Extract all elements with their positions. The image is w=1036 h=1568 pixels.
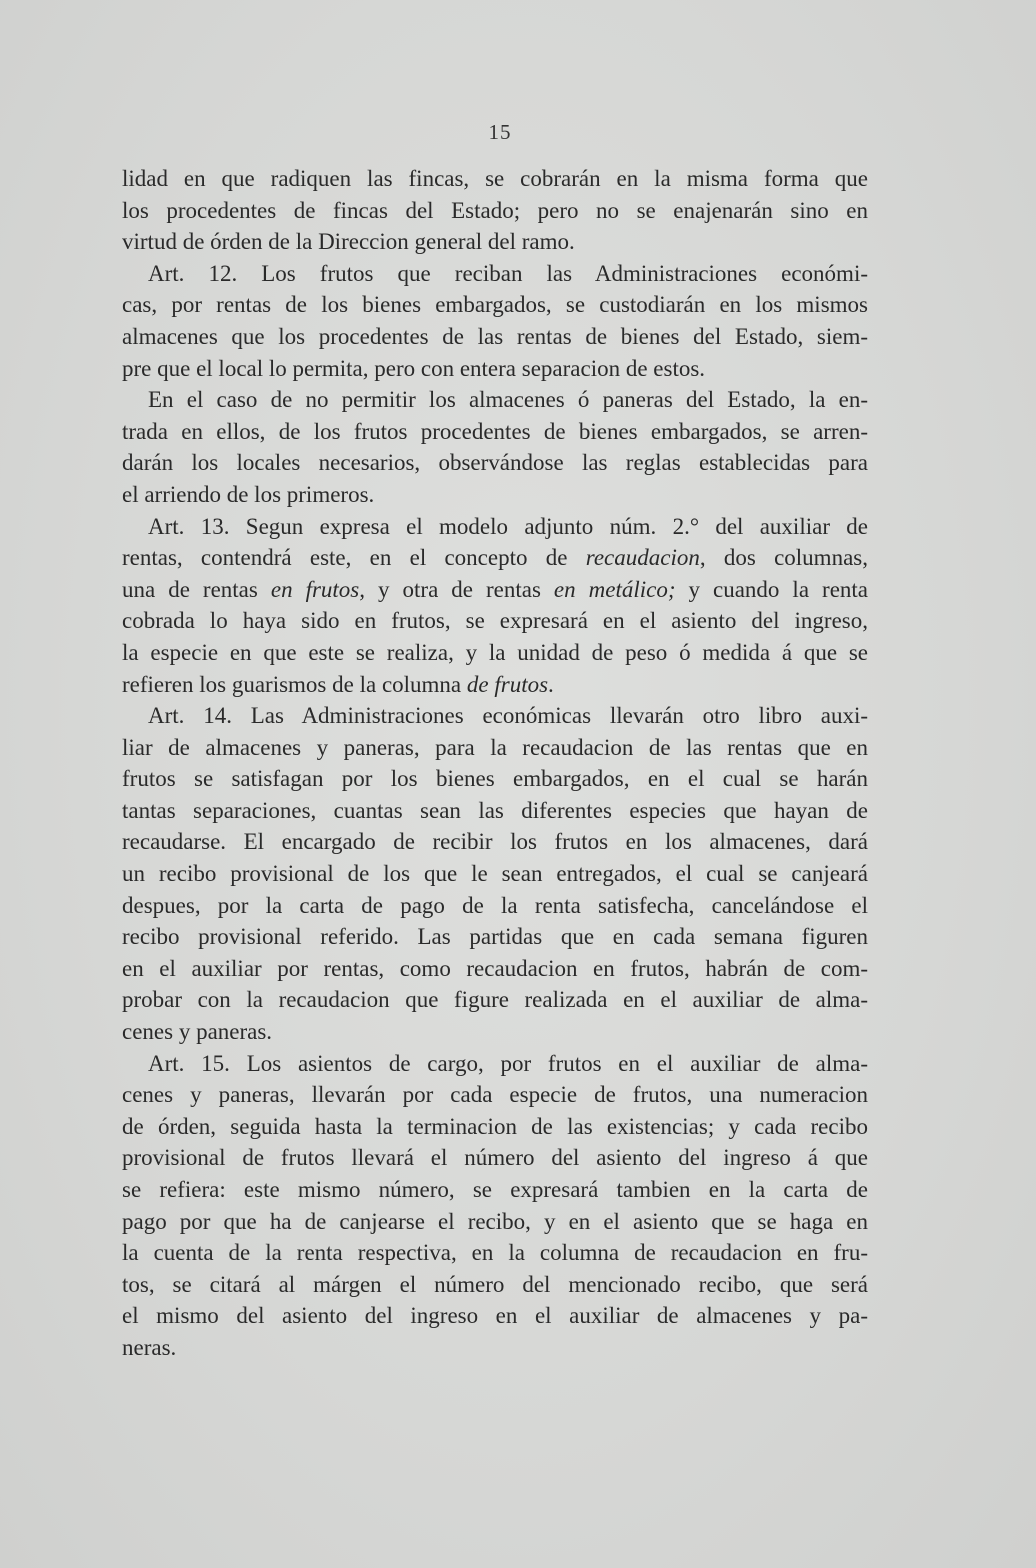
text-line: trada en ellos, de los frutos procedentes de bienes embargados, se arren-	[122, 418, 868, 444]
italic-phrase: en metálico;	[553, 576, 676, 602]
text-line: tos, se citará al márgen el número del mencionado recibo, que será	[122, 1271, 868, 1297]
text-line: darán los locales necesarios, observándose las reglas establecidas para	[122, 450, 868, 476]
text-line: la especie en que este se realiza, y la unidad de peso ó medida á que se	[122, 639, 868, 665]
text-line: en el auxiliar por rentas, como recaudacion en frutos, habrán de com-	[122, 955, 868, 981]
text-line: el mismo del asiento del ingreso en el auxiliar de almacenes y pa-	[122, 1303, 868, 1329]
text-line: virtud de órden de la Direccion general del ramo.	[122, 229, 575, 255]
body-text	[122, 163, 868, 1364]
text-line: frutos se satisfagan por los bienes embargados, en el cual se harán	[122, 766, 868, 792]
text-line: el arriendo de los primeros.	[122, 481, 375, 507]
text-segment: y otra de rentas	[365, 576, 554, 602]
text-line: un recibo provisional de los que le sean entregados, el cual se canjeará	[122, 861, 868, 887]
italic-phrase: de frutos	[466, 671, 549, 697]
text-line: En el caso de no permitir los almacenes ó paneras del Estado, la en-	[148, 387, 868, 413]
text-line: tantas separaciones, cuantas sean las diferentes especies que hayan de	[122, 797, 868, 823]
text-line: despues, por la carta de pago de la renta satisfecha, cancelándose el	[122, 892, 868, 918]
text-line: se refiera: este mismo número, se expresará tambien en la carta de	[122, 1177, 868, 1202]
text-line: Art. 12. Los frutos que reciban las Administraciones económi-	[148, 260, 868, 286]
text-line: Art. 14. Las Administraciones económicas llevarán otro libro auxi-	[148, 703, 868, 729]
text-line: la cuenta de la renta respectiva, en la columna de recaudacion en fru-	[122, 1240, 868, 1266]
text-segment: , dos columnas,	[699, 545, 868, 571]
text-line: pre que el local lo permita, pero con entera separacion de estos.	[122, 355, 706, 381]
italic-phrase: en frutos,	[270, 576, 366, 602]
text-segment: refieren los guarismos de la columna	[122, 671, 467, 697]
text-line: recibo provisional referido. Las partidas que en cada semana figuren	[122, 924, 868, 950]
text-line: neras.	[122, 1334, 177, 1360]
text-segment: una de rentas	[122, 576, 271, 602]
page-number: 15	[488, 120, 512, 144]
text-line: cenes y paneras.	[122, 1019, 273, 1045]
text-line: recaudarse. El encargado de recibir los frutos en los almacenes, dará	[122, 829, 868, 855]
text-line: lidad en que radiquen las fincas, se cobrarán en la misma forma que	[122, 166, 868, 191]
text-line	[122, 574, 868, 606]
text-line	[122, 542, 868, 574]
text-line: cenes y paneras, llevarán por cada especie de frutos, una numeracion	[122, 1082, 868, 1108]
text-line: los procedentes de fincas del Estado; pero no se enajenarán sino en	[122, 197, 868, 223]
text-segment: .	[548, 671, 554, 697]
text-segment: rentas, contendrá este, en el concepto de	[122, 545, 586, 571]
italic-phrase: recaudacion	[585, 545, 700, 571]
text-line: Art. 15. Los asientos de cargo, por frutos en el auxiliar de alma-	[148, 1050, 868, 1076]
text-line: de órden, seguida hasta la terminacion de las existencias; y cada recibo	[122, 1113, 868, 1139]
text-line: cobrada lo haya sido en frutos, se expresará en el asiento del ingreso,	[122, 608, 868, 634]
text-line: probar con la recaudacion que figure realizada en el auxiliar de alma-	[122, 987, 868, 1013]
text-line: pago por que ha de canjearse el recibo, y en el asiento que se haga en	[122, 1208, 868, 1234]
text-line	[122, 669, 868, 701]
text-segment: y cuando la renta	[675, 576, 868, 602]
text-line: almacenes que los procedentes de las rentas de bienes del Estado, siem-	[122, 323, 868, 349]
text-line: liar de almacenes y paneras, para la recaudacion de las rentas que en	[122, 734, 868, 760]
text-line: Art. 13. Segun expresa el modelo adjunto núm. 2.° del auxiliar de	[148, 513, 868, 539]
text-line: provisional de frutos llevará el número del asiento del ingreso á que	[122, 1145, 868, 1171]
text-line: cas, por rentas de los bienes embargados, se custodiarán en los mismos	[122, 292, 868, 318]
